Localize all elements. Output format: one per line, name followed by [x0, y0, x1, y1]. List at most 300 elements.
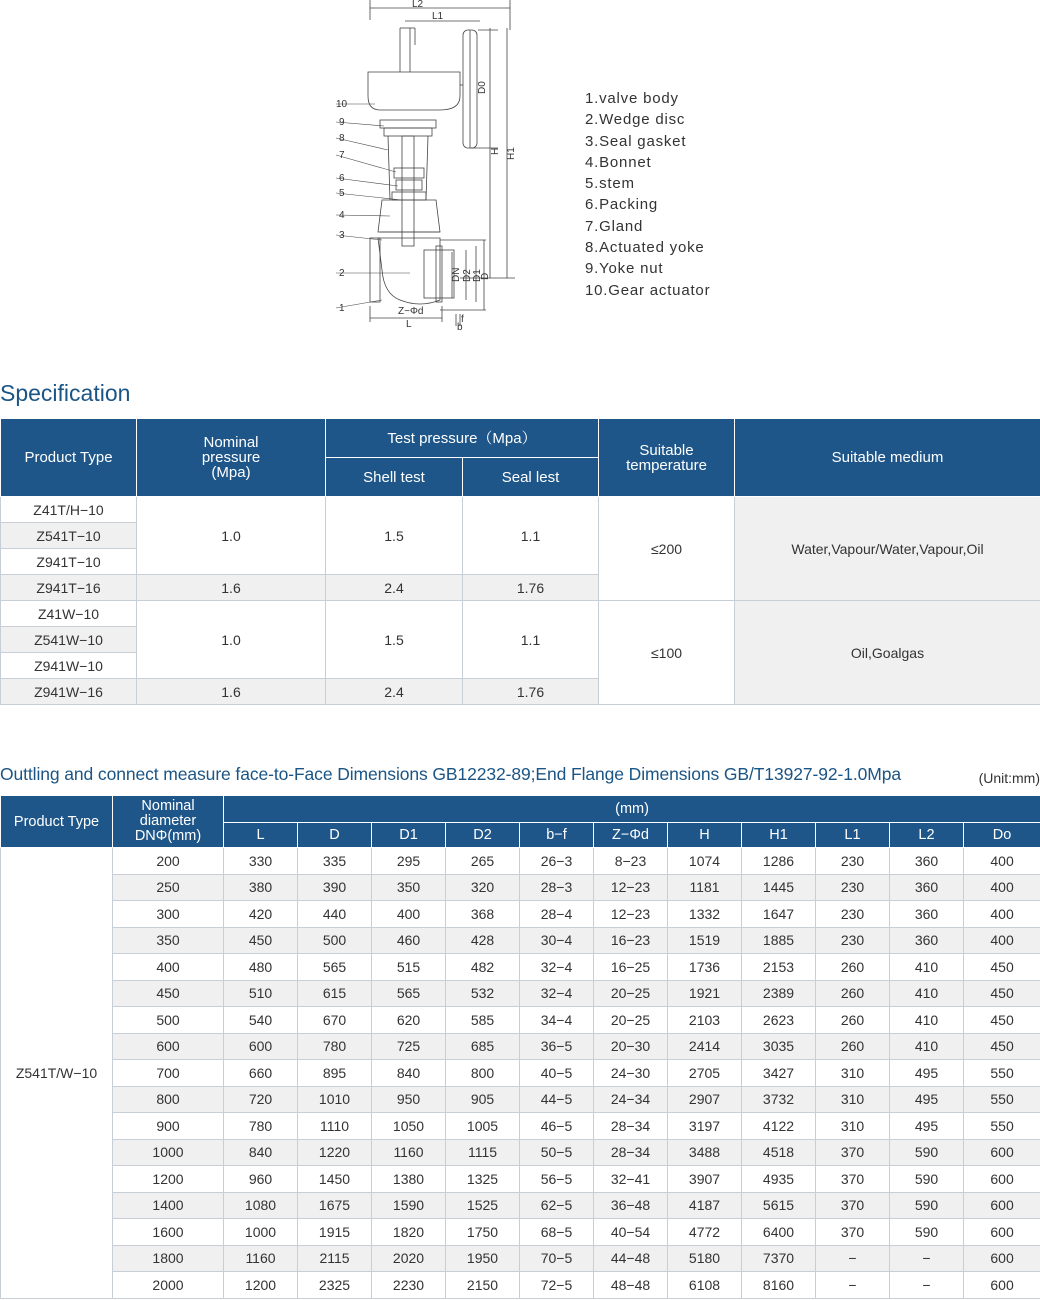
dimension-cell: 1445 — [742, 874, 816, 901]
col-header-suitable-medium: Suitable medium — [735, 419, 1040, 497]
dimension-cell: 70−5 — [520, 1245, 594, 1272]
col-header-dim: D1 — [372, 823, 446, 848]
dimension-cell: 4772 — [668, 1219, 742, 1246]
nominal-diameter-cell: 450 — [113, 980, 224, 1007]
medium-cell: Oil,Goalgas — [735, 601, 1040, 705]
dimension-cell: 3197 — [668, 1113, 742, 1140]
dimension-cell: 12−23 — [594, 901, 668, 928]
header-line: Nominal — [203, 434, 259, 451]
dimension-cell: 460 — [372, 927, 446, 954]
dimension-cell: 495 — [890, 1086, 964, 1113]
dimension-cell: 590 — [890, 1139, 964, 1166]
col-header-dim: L — [224, 823, 298, 848]
dimension-cell: 32−41 — [594, 1166, 668, 1193]
dimension-cell: 34−4 — [520, 1007, 594, 1034]
product-type-cell: Z541W−10 — [1, 627, 137, 653]
dimension-cell: 260 — [816, 980, 890, 1007]
product-type-cell: Z41W−10 — [1, 601, 137, 627]
dimension-cell: 550 — [964, 1113, 1040, 1140]
dimension-cell: 4187 — [668, 1192, 742, 1219]
dimension-cell: 20−25 — [594, 980, 668, 1007]
dimension-cell: 36−48 — [594, 1192, 668, 1219]
table-row — [1, 1139, 1040, 1166]
dimension-cell: 800 — [446, 1060, 520, 1087]
dimension-cell: 1286 — [742, 848, 816, 875]
dimension-cell: 2325 — [298, 1272, 372, 1299]
dimension-cell: 30−4 — [520, 927, 594, 954]
dimension-cell: 1325 — [446, 1166, 520, 1193]
dimension-cell: 8160 — [742, 1272, 816, 1299]
dimension-cell: 720 — [224, 1086, 298, 1113]
dimension-cell: 1000 — [224, 1219, 298, 1246]
nominal-diameter-cell: 300 — [113, 901, 224, 928]
pressure-cell: 1.0 — [137, 497, 326, 575]
table-row — [1, 927, 1040, 954]
dimension-cell: 1921 — [668, 980, 742, 1007]
dimension-cell: 24−30 — [594, 1060, 668, 1087]
table-row — [1, 1245, 1040, 1272]
dimension-cell: 400 — [964, 874, 1040, 901]
dims-table — [0, 795, 1040, 1299]
dim-label: D — [480, 272, 491, 280]
dimension-cell: 1750 — [446, 1219, 520, 1246]
dimension-cell: 660 — [224, 1060, 298, 1087]
parts-list — [585, 88, 710, 301]
col-header-dim: H1 — [742, 823, 816, 848]
col-header-dim: D — [298, 823, 372, 848]
dimension-cell: 335 — [298, 848, 372, 875]
part-item: 8.Actuated yoke — [585, 239, 705, 257]
dimension-cell: 48−48 — [594, 1272, 668, 1299]
dimension-cell: 400 — [964, 848, 1040, 875]
dimension-cell: 840 — [372, 1060, 446, 1087]
part-item: 6.Packing — [585, 196, 659, 214]
col-header-nominal-pressure — [137, 419, 326, 497]
dimension-cell: 450 — [964, 1033, 1040, 1060]
dimension-cell: 6108 — [668, 1272, 742, 1299]
dimension-cell: 600 — [964, 1219, 1040, 1246]
dimension-cell: 12−23 — [594, 874, 668, 901]
header-line: temperature — [626, 456, 707, 474]
col-header-dim: H — [668, 823, 742, 848]
nominal-diameter-cell: 400 — [113, 954, 224, 981]
dimension-cell: 482 — [446, 954, 520, 981]
part-item: 1.valve body — [585, 90, 679, 107]
table-row — [1, 1086, 1040, 1113]
table-row — [1, 1219, 1040, 1246]
dimension-cell: 1675 — [298, 1192, 372, 1219]
product-type-cell: Z941T−10 — [1, 549, 137, 575]
dimension-cell: 28−4 — [520, 901, 594, 928]
dimension-cell: 380 — [224, 874, 298, 901]
dimension-cell: 44−48 — [594, 1245, 668, 1272]
shell-test-cell: 2.4 — [326, 679, 463, 705]
dimension-cell: 370 — [816, 1139, 890, 1166]
seal-test-cell: 1.76 — [463, 679, 599, 705]
callout-number: 2 — [339, 268, 345, 279]
dimension-cell: 46−5 — [520, 1113, 594, 1140]
dimension-cell: 230 — [816, 848, 890, 875]
dimension-cell: 68−5 — [520, 1219, 594, 1246]
callout-number: 3 — [339, 230, 345, 241]
dimension-cell: 450 — [964, 954, 1040, 981]
dimension-cell: 5180 — [668, 1245, 742, 1272]
dimension-cell: 440 — [298, 901, 372, 928]
nominal-diameter-cell: 500 — [113, 1007, 224, 1034]
dimension-cell: 480 — [224, 954, 298, 981]
dimension-cell: 1160 — [372, 1139, 446, 1166]
dimension-cell: 685 — [446, 1033, 520, 1060]
dimension-cell: 600 — [964, 1192, 1040, 1219]
dimension-cell: 1590 — [372, 1192, 446, 1219]
dimension-cell: 2103 — [668, 1007, 742, 1034]
dimension-cell: 1820 — [372, 1219, 446, 1246]
table-row — [1, 1166, 1040, 1193]
dimension-cell: 260 — [816, 1033, 890, 1060]
dimension-cell: 370 — [816, 1219, 890, 1246]
table-row — [1, 954, 1040, 981]
dimension-cell: 495 — [890, 1060, 964, 1087]
dimension-cell: 1220 — [298, 1139, 372, 1166]
pressure-cell: 1.6 — [137, 575, 326, 601]
col-header-seal-test: Seal lest — [463, 458, 599, 497]
header-line: DNΦ(mm) — [134, 828, 202, 844]
nominal-diameter-cell: 1200 — [113, 1166, 224, 1193]
product-type-cell: Z41T/H−10 — [1, 497, 137, 523]
dimension-cell: 400 — [964, 927, 1040, 954]
col-header-dim: Z−Φd — [594, 823, 668, 848]
table-row — [1, 601, 1040, 627]
col-header-test-pressure: Test pressure（Mpa） — [326, 419, 599, 458]
dimension-cell: 2623 — [742, 1007, 816, 1034]
nominal-diameter-cell: 2000 — [113, 1272, 224, 1299]
table-row — [1, 980, 1040, 1007]
callout-number: 4 — [339, 210, 345, 221]
dimension-cell: 600 — [964, 1272, 1040, 1299]
dim-label: H — [490, 147, 501, 155]
dimension-cell: 32−4 — [520, 980, 594, 1007]
dimension-cell: 4935 — [742, 1166, 816, 1193]
dims-title: Outtling and connect measure face-to-Face Dimensions GB12232-89;End Flange Dimensions GB/T13927-92-1.0Mpa — [0, 764, 901, 784]
dimension-cell: 4518 — [742, 1139, 816, 1166]
dimension-cell: 410 — [890, 980, 964, 1007]
header-line: pressure — [201, 449, 261, 466]
dimension-cell: 230 — [816, 874, 890, 901]
temperature-cell: ≤200 — [599, 497, 735, 601]
dimension-cell: 1010 — [298, 1086, 372, 1113]
dimension-cell: 310 — [816, 1113, 890, 1140]
dimension-cell: 400 — [964, 901, 1040, 928]
dimension-cell: 1200 — [224, 1272, 298, 1299]
dimension-cell: 550 — [964, 1060, 1040, 1087]
dimension-cell: 600 — [964, 1166, 1040, 1193]
nominal-diameter-cell: 250 — [113, 874, 224, 901]
dimension-cell: 960 — [224, 1166, 298, 1193]
dimension-cell: 44−5 — [520, 1086, 594, 1113]
col-header-dim: b−f — [520, 823, 594, 848]
col-header-dim: L2 — [890, 823, 964, 848]
dimension-cell: 428 — [446, 927, 520, 954]
dimension-cell: 590 — [890, 1219, 964, 1246]
dimension-cell: 2414 — [668, 1033, 742, 1060]
dimension-cell: 360 — [890, 927, 964, 954]
pressure-cell: 1.6 — [137, 679, 326, 705]
dimension-cell: 620 — [372, 1007, 446, 1034]
table-row — [1, 1060, 1040, 1087]
dimension-cell: 40−5 — [520, 1060, 594, 1087]
nominal-diameter-cell: 900 — [113, 1113, 224, 1140]
dimension-cell: 420 — [224, 901, 298, 928]
dimension-cell: 1885 — [742, 927, 816, 954]
dimension-cell: 368 — [446, 901, 520, 928]
dimension-cell: 50−5 — [520, 1139, 594, 1166]
seal-test-cell: 1.76 — [463, 575, 599, 601]
dimension-cell: 590 — [890, 1192, 964, 1219]
dimension-cell: 320 — [446, 874, 520, 901]
product-type-cell: Z541T−10 — [1, 523, 137, 549]
dimension-cell: 840 — [224, 1139, 298, 1166]
dimension-cell: 230 — [816, 927, 890, 954]
valve-drawing — [320, 0, 540, 330]
dimension-cell: 390 — [298, 874, 372, 901]
col-header-nominal-diameter — [113, 796, 224, 848]
dimension-cell: 1074 — [668, 848, 742, 875]
dim-label: L2 — [412, 0, 424, 10]
dimension-cell: 370 — [816, 1166, 890, 1193]
dim-label: L1 — [432, 11, 444, 22]
dimension-cell: 2020 — [372, 1245, 446, 1272]
dimension-cell: 450 — [224, 927, 298, 954]
callout-number: 5 — [339, 188, 345, 199]
table-row — [1, 497, 1040, 523]
dimension-cell: 2907 — [668, 1086, 742, 1113]
dimension-cell: 780 — [224, 1113, 298, 1140]
dim-label: D1 — [472, 269, 483, 282]
part-item: 2.Wedge disc — [585, 111, 686, 129]
dimension-cell: 532 — [446, 980, 520, 1007]
callout-number: 9 — [339, 117, 345, 128]
dimension-cell: 6400 — [742, 1219, 816, 1246]
dimension-cell: 5615 — [742, 1192, 816, 1219]
part-item: 10.Gear actuator — [585, 281, 711, 299]
dimension-cell: 72−5 — [520, 1272, 594, 1299]
dimension-cell: 780 — [298, 1033, 372, 1060]
dimension-cell: 7370 — [742, 1245, 816, 1272]
dimension-cell: 20−30 — [594, 1033, 668, 1060]
dimension-cell: 1181 — [668, 874, 742, 901]
dim-label: H1 — [506, 147, 517, 160]
dimension-cell: 615 — [298, 980, 372, 1007]
part-item: 4.Bonnet — [585, 153, 652, 171]
table-row — [1, 1192, 1040, 1219]
part-item: 9.Yoke nut — [585, 260, 664, 278]
dimension-cell: 670 — [298, 1007, 372, 1034]
part-item: 3.Seal gasket — [585, 132, 687, 150]
dimension-cell: 330 — [224, 848, 298, 875]
dimension-cell: 1525 — [446, 1192, 520, 1219]
dimension-cell: 16−25 — [594, 954, 668, 981]
dimension-cell: 495 — [890, 1113, 964, 1140]
dimension-cell: 1005 — [446, 1113, 520, 1140]
callout-number: 10 — [336, 99, 348, 110]
seal-test-cell: 1.1 — [463, 497, 599, 575]
dimension-cell: 360 — [890, 848, 964, 875]
dimension-cell: 410 — [890, 1007, 964, 1034]
dimension-cell: 1115 — [446, 1139, 520, 1166]
shell-test-cell: 1.5 — [326, 497, 463, 575]
dimension-cell: 1450 — [298, 1166, 372, 1193]
nominal-diameter-cell: 800 — [113, 1086, 224, 1113]
dimension-cell: 4122 — [742, 1113, 816, 1140]
col-header-product-type: Product Type — [1, 419, 137, 497]
dimension-cell: 28−34 — [594, 1139, 668, 1166]
dimension-cell: 540 — [224, 1007, 298, 1034]
dimension-cell: 1950 — [446, 1245, 520, 1272]
product-type-cell: Z541T/W−10 — [1, 848, 113, 1299]
dimension-cell: 3488 — [668, 1139, 742, 1166]
dimension-cell: 36−5 — [520, 1033, 594, 1060]
dimension-cell: 2389 — [742, 980, 816, 1007]
dimension-cell: 1080 — [224, 1192, 298, 1219]
dimension-cell: 1050 — [372, 1113, 446, 1140]
dimension-cell: 565 — [298, 954, 372, 981]
dimension-cell: 62−5 — [520, 1192, 594, 1219]
table-row — [1, 1272, 1040, 1299]
spec-title: Specification — [0, 380, 131, 406]
dimension-cell: 600 — [964, 1139, 1040, 1166]
header-line: (Mpa) — [211, 464, 251, 481]
pressure-cell: 1.0 — [137, 601, 326, 679]
dimension-cell: 2150 — [446, 1272, 520, 1299]
header-line: Suitable — [639, 441, 694, 459]
nominal-diameter-cell: 1400 — [113, 1192, 224, 1219]
dimension-cell: 1647 — [742, 901, 816, 928]
product-type-cell: Z941W−16 — [1, 679, 137, 705]
dimension-cell: 895 — [298, 1060, 372, 1087]
temperature-cell: ≤100 — [599, 601, 735, 705]
shell-test-cell: 1.5 — [326, 601, 463, 679]
dimension-cell: 310 — [816, 1086, 890, 1113]
dimension-cell: 2705 — [668, 1060, 742, 1087]
medium-cell: Water,Vapour/Water,Vapour,Oil — [735, 497, 1040, 601]
dimension-cell: 2115 — [298, 1245, 372, 1272]
dimension-cell: 400 — [372, 901, 446, 928]
dimension-cell: 265 — [446, 848, 520, 875]
dimension-cell: 28−3 — [520, 874, 594, 901]
dimension-cell: 24−34 — [594, 1086, 668, 1113]
dimension-cell: 450 — [964, 1007, 1040, 1034]
table-row — [1, 874, 1040, 901]
dimension-cell: 1160 — [224, 1245, 298, 1272]
dimension-cell: 360 — [890, 874, 964, 901]
dimension-cell: 295 — [372, 848, 446, 875]
dimension-cell: 370 — [816, 1192, 890, 1219]
dimension-cell: − — [816, 1245, 890, 1272]
callout-number: 6 — [339, 173, 345, 184]
dimension-cell: 230 — [816, 901, 890, 928]
header-line: diameter — [139, 813, 197, 829]
dimension-cell: 3035 — [742, 1033, 816, 1060]
dimension-cell: 3427 — [742, 1060, 816, 1087]
dimension-cell: 1110 — [298, 1113, 372, 1140]
dimension-cell: − — [890, 1272, 964, 1299]
table-row — [1, 1113, 1040, 1140]
dim-label: L — [406, 319, 412, 330]
dimension-cell: − — [890, 1245, 964, 1272]
part-item: 5.stem — [585, 175, 635, 193]
col-header-shell-test: Shell test — [326, 458, 463, 497]
dimension-cell: 8−23 — [594, 848, 668, 875]
dimension-cell: 28−34 — [594, 1113, 668, 1140]
callout-number: 7 — [339, 150, 345, 161]
dimension-cell: 360 — [890, 901, 964, 928]
nominal-diameter-cell: 1600 — [113, 1219, 224, 1246]
dim-label: D0 — [477, 81, 488, 94]
col-header-product-type: Product Type — [1, 796, 113, 848]
dim-label: f — [461, 314, 464, 325]
dimension-cell: 585 — [446, 1007, 520, 1034]
shell-test-cell: 2.4 — [326, 575, 463, 601]
dimension-cell: 3732 — [742, 1086, 816, 1113]
nominal-diameter-cell: 700 — [113, 1060, 224, 1087]
dimension-cell: 515 — [372, 954, 446, 981]
seal-test-cell: 1.1 — [463, 601, 599, 679]
dim-label: D2 — [462, 269, 473, 282]
dimension-cell: 40−54 — [594, 1219, 668, 1246]
dimension-cell: 32−4 — [520, 954, 594, 981]
nominal-diameter-cell: 1000 — [113, 1139, 224, 1166]
dimension-cell: 450 — [964, 980, 1040, 1007]
col-header-dim: L1 — [816, 823, 890, 848]
part-item: 7.Gland — [585, 217, 644, 235]
table-row — [1, 1033, 1040, 1060]
dimension-cell: 260 — [816, 954, 890, 981]
dimension-cell: 510 — [224, 980, 298, 1007]
table-row — [1, 901, 1040, 928]
nominal-diameter-cell: 350 — [113, 927, 224, 954]
dimension-cell: 310 — [816, 1060, 890, 1087]
dimension-cell: 905 — [446, 1086, 520, 1113]
table-row — [1, 848, 1040, 875]
table-row — [1, 1007, 1040, 1034]
nominal-diameter-cell: 1800 — [113, 1245, 224, 1272]
dimension-cell: 410 — [890, 954, 964, 981]
col-header-dim: Do — [964, 823, 1040, 848]
dimension-cell: 1332 — [668, 901, 742, 928]
dim-label: DN — [451, 267, 462, 282]
dim-label: Z−Φd — [398, 306, 424, 317]
unit-label: (Unit:mm) — [978, 770, 1040, 786]
dimension-cell: 3907 — [668, 1166, 742, 1193]
product-type-cell: Z941T−16 — [1, 575, 137, 601]
dimension-cell: 2230 — [372, 1272, 446, 1299]
dimension-cell: 16−23 — [594, 927, 668, 954]
dimension-cell: 950 — [372, 1086, 446, 1113]
dim-label: b — [457, 322, 463, 330]
dimension-cell: 56−5 — [520, 1166, 594, 1193]
col-header-mm: (mm) — [224, 796, 1040, 823]
nominal-diameter-cell: 200 — [113, 848, 224, 875]
callout-number: 8 — [339, 133, 345, 144]
dimension-cell: 590 — [890, 1166, 964, 1193]
dimension-cell: 725 — [372, 1033, 446, 1060]
dimension-cell: 565 — [372, 980, 446, 1007]
dimension-cell: 600 — [964, 1245, 1040, 1272]
dimension-cell: 550 — [964, 1086, 1040, 1113]
dimension-cell: − — [816, 1272, 890, 1299]
product-type-cell: Z941W−10 — [1, 653, 137, 679]
dimension-cell: 1915 — [298, 1219, 372, 1246]
